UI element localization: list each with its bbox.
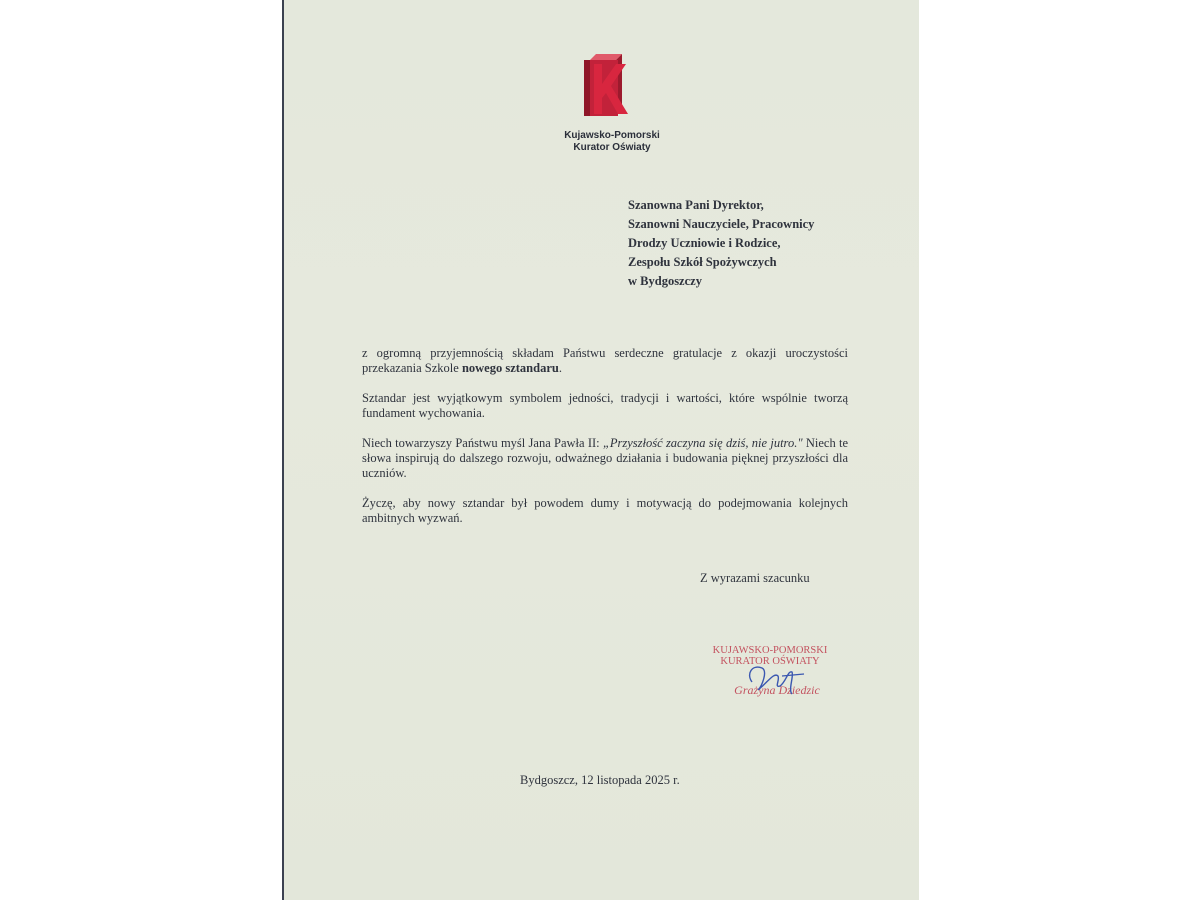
stamp-line2: KURATOR OŚWIATY [720,656,820,667]
quote-text: „Przyszłość zaczyna się dziś, nie jutro." [602,436,803,450]
office-name-line1: Kujawsko-Pomorski [564,130,660,141]
body-paragraph-1 [362,346,848,376]
letter-page [282,0,919,900]
recipient-line: Zespołu Szkół Spożywczych [628,255,777,269]
text-run: z ogromną przyjemnością składam Państwu serdeczne gratulacje z okazji uroczystości przekazania Szkole [362,346,848,375]
recipient-line: Szanowni Nauczyciele, Pracownicy [628,217,815,231]
recipient-line: Szanowna Pani Dyrektor, [628,198,764,212]
recipient-line: Drodzy Uczniowie i Rodzice, [628,236,781,250]
letter-body [362,346,848,541]
text-run: Niech te słowa inspirują do dalszego rozwoju, odważnego działania i budowania pięknej przyszłości dla uczniów. [362,436,848,480]
body-paragraph-2: Sztandar jest wyjątkowym symbolem jedności, tradycji i wartości, które wspólnie tworzą fundament wychowania. [362,391,848,420]
body-paragraph-4: Życzę, aby nowy sztandar był powodem dumy i motywacją do podejmowania kolejnych ambitnych wyzwań. [362,496,848,525]
red-book-k-logo-icon [582,46,638,120]
place-and-date: Bydgoszcz, 12 listopada 2025 r. [520,773,680,787]
stamp-line1: KUJAWSKO-POMORSKI [712,645,828,656]
body-paragraph-3 [362,436,848,481]
text-run: . [558,361,562,375]
stamp-signatory-name: Grażyna Dziedzic [734,683,820,697]
closing-phrase: Z wyrazami szacunku [700,571,810,585]
office-name-line2: Kurator Oświaty [573,142,651,153]
handwritten-signature-icon [722,652,822,702]
text-run: Niech towarzyszy Państwu myśl Jana Pawła II: [362,436,603,450]
bold-text: nowego sztandaru [461,361,559,375]
recipient-block [628,196,814,291]
office-name [532,130,692,154]
recipient-line: w Bydgoszczy [628,274,702,288]
page-edge [282,0,284,900]
